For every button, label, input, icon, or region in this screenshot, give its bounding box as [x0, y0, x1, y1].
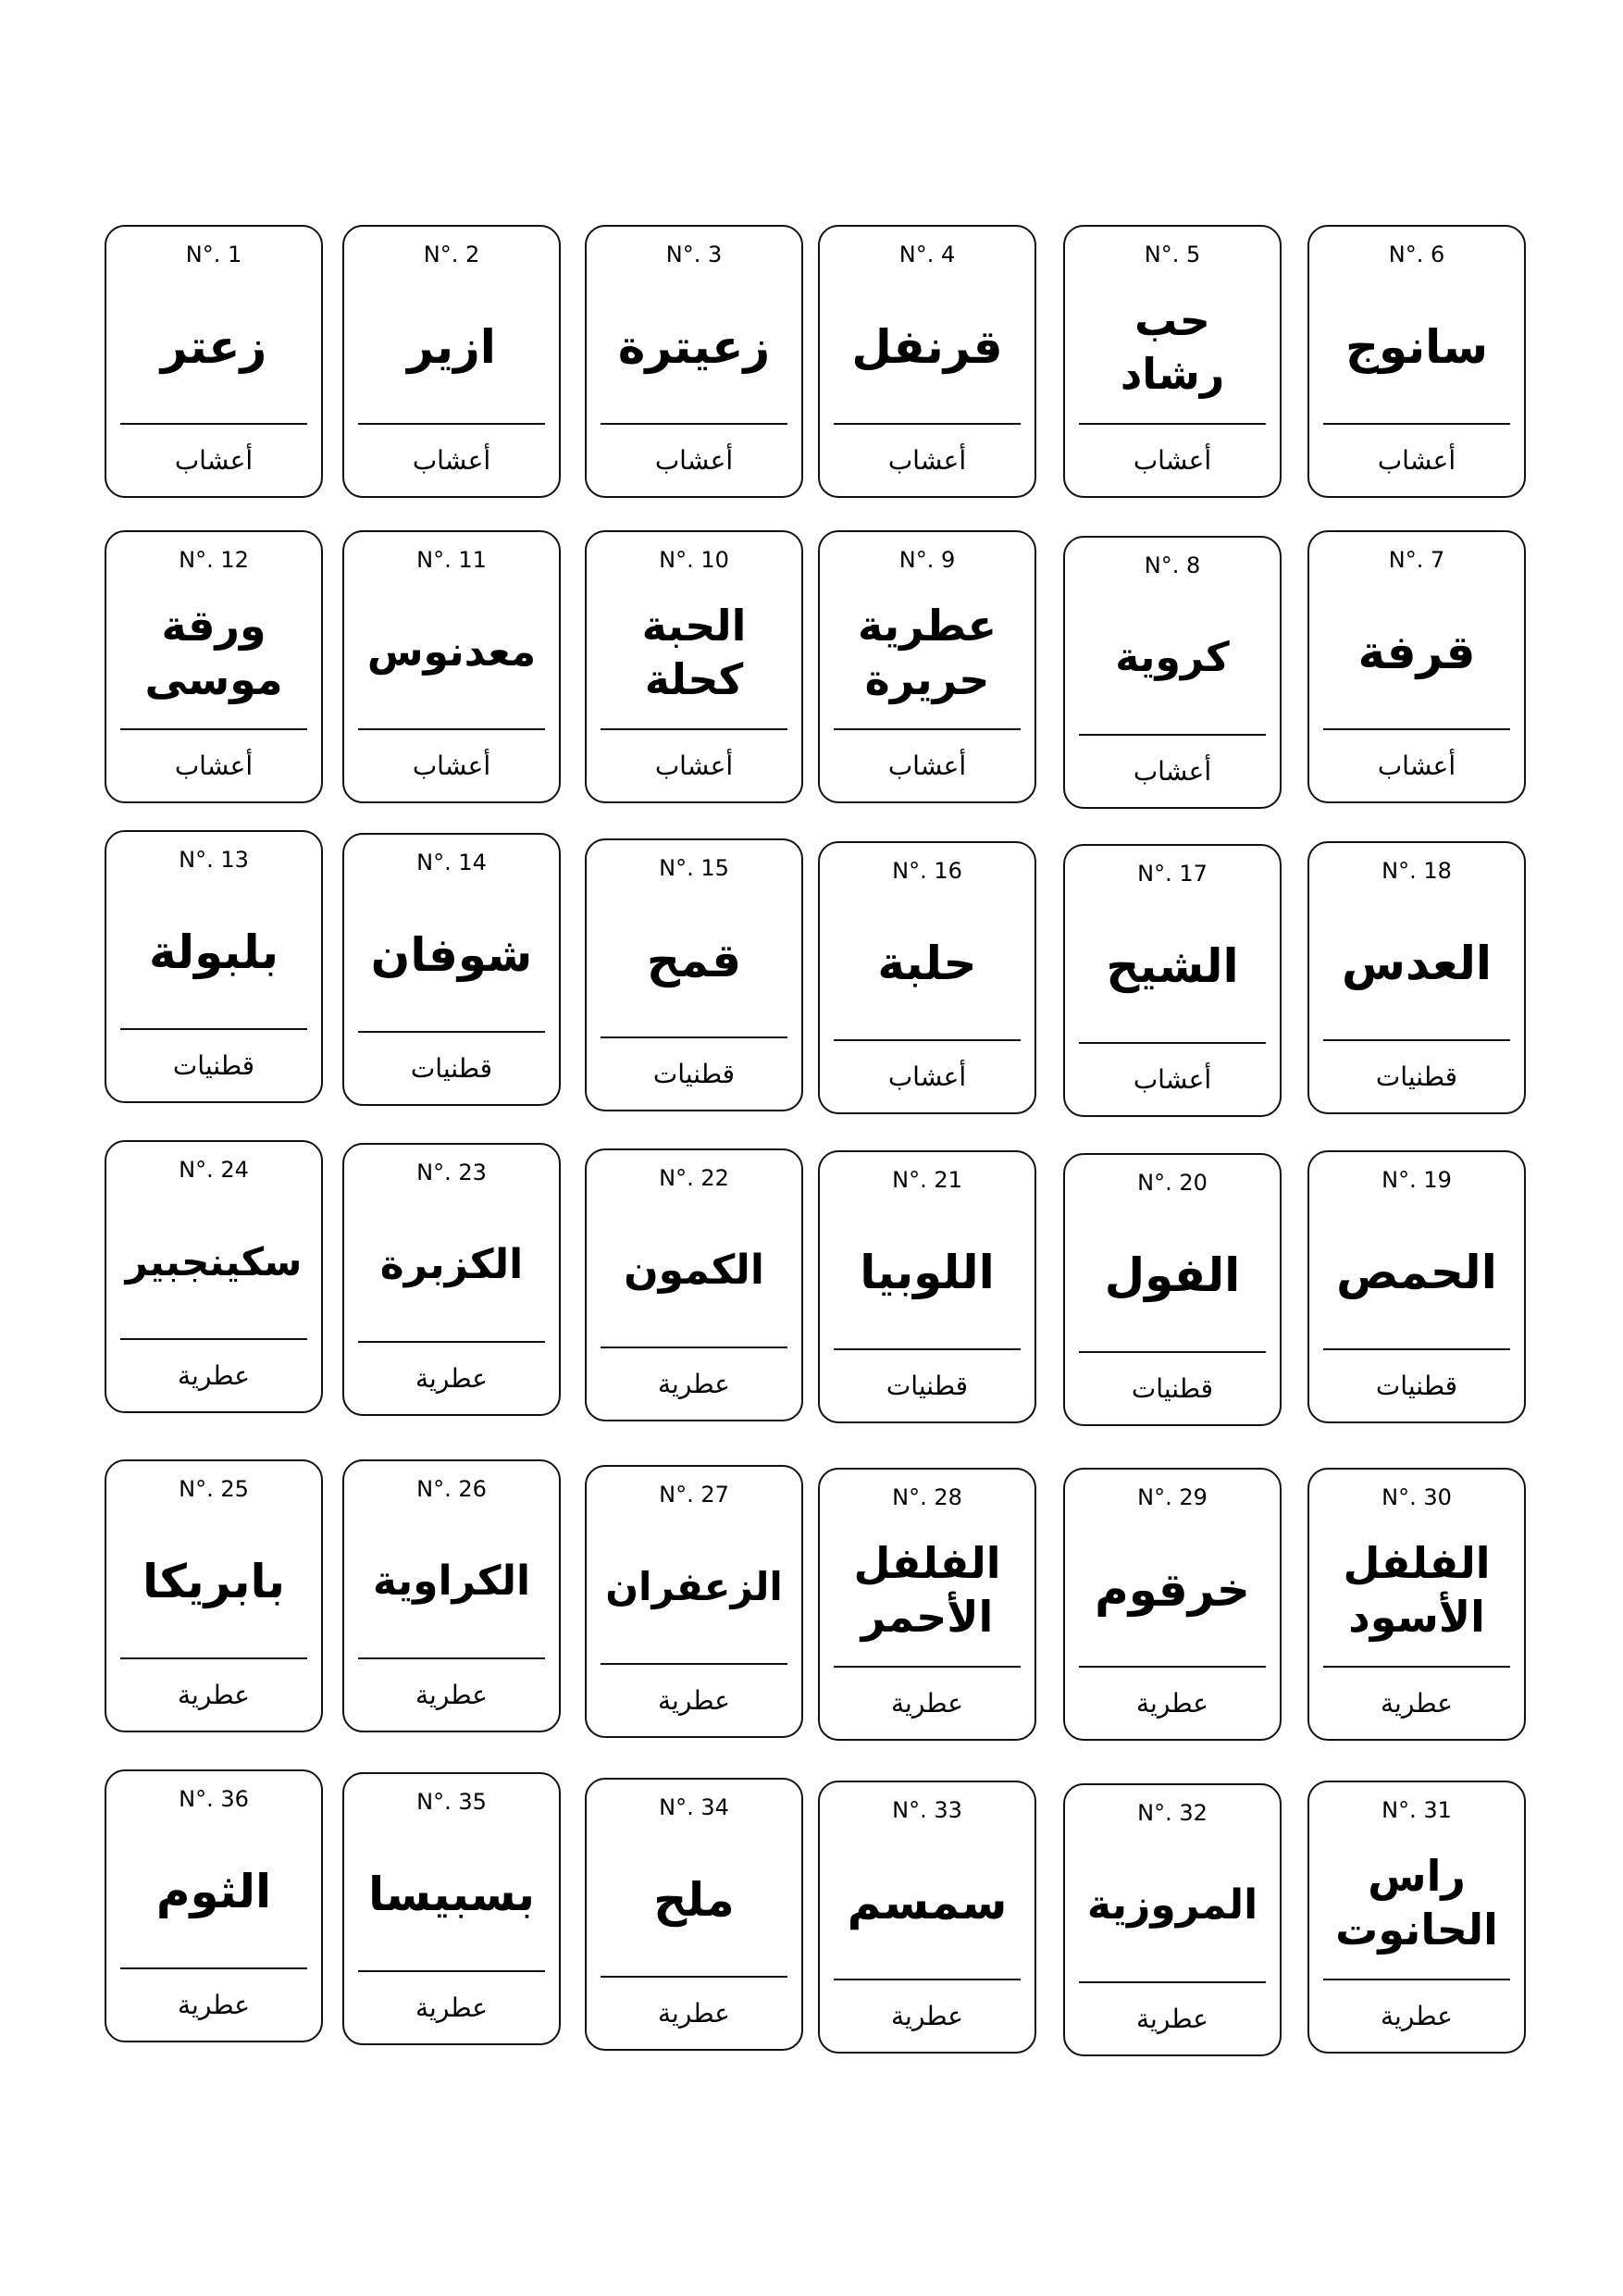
label-number: N°. 36	[179, 1786, 249, 1812]
label-number: N°. 15	[659, 855, 729, 881]
label-number: N°. 12	[179, 547, 249, 573]
label-category: قطنيات	[172, 1050, 255, 1081]
label-category: عطرية	[178, 1990, 250, 2020]
label-number: N°. 16	[892, 858, 962, 884]
label-divider	[120, 1657, 307, 1659]
label-divider	[834, 423, 1021, 425]
label-card	[1307, 1781, 1526, 2054]
label-name: خرقوم	[1095, 1563, 1250, 1617]
label-number: N°. 33	[892, 1797, 962, 1823]
label-card	[342, 1143, 561, 1416]
label-number: N°. 27	[659, 1482, 729, 1508]
label-number: N°. 7	[1388, 547, 1445, 573]
label-name: قمح	[646, 934, 742, 987]
label-divider	[1079, 1351, 1266, 1353]
label-name: سمسم	[847, 1876, 1008, 1930]
label-name: بابريكا	[142, 1555, 286, 1608]
label-name: معدنوس	[366, 628, 537, 676]
label-name: الحمص	[1336, 1246, 1497, 1299]
label-category: أعشاب	[1133, 1064, 1212, 1095]
label-category: عطرية	[891, 2001, 963, 2031]
label-name: الفلفل الأحمر	[853, 1538, 1001, 1642]
label-divider	[120, 1967, 307, 1969]
label-name: شوفان	[370, 928, 533, 982]
label-divider	[601, 1976, 787, 1978]
label-card	[1063, 536, 1282, 809]
label-number: N°. 11	[416, 547, 487, 573]
label-category: عطرية	[178, 1680, 250, 1710]
label-card	[585, 225, 803, 498]
label-category: أعشاب	[1377, 751, 1456, 781]
label-category: أعشاب	[1377, 445, 1456, 476]
label-number: N°. 23	[416, 1160, 487, 1185]
label-card	[818, 1468, 1036, 1741]
label-divider	[834, 1039, 1021, 1041]
label-number: N°. 28	[892, 1484, 962, 1510]
label-category: عطرية	[415, 1363, 488, 1394]
label-number: N°. 18	[1381, 858, 1452, 884]
label-category: عطرية	[658, 1369, 730, 1399]
label-name: سكينجبير	[125, 1239, 303, 1285]
label-name: الشيح	[1106, 939, 1239, 993]
label-name: الزعفران	[605, 1564, 783, 1609]
label-name: حلبة	[877, 937, 977, 990]
label-category: عطرية	[658, 1685, 730, 1716]
label-number: N°. 3	[665, 242, 723, 267]
label-number: N°. 14	[416, 850, 487, 875]
label-category: عطرية	[1381, 2001, 1453, 2031]
label-divider	[601, 1036, 787, 1038]
label-number: N°. 8	[1144, 552, 1201, 578]
label-divider	[120, 1028, 307, 1030]
label-name: اللوبيا	[860, 1246, 995, 1299]
label-divider	[120, 1338, 307, 1340]
label-divider	[601, 1347, 787, 1348]
label-divider	[358, 728, 545, 730]
label-category: عطرية	[1381, 1688, 1453, 1719]
label-number: N°. 19	[1381, 1167, 1452, 1193]
label-name: راس الحانوت	[1335, 1851, 1498, 1955]
label-card	[342, 833, 561, 1106]
label-number: N°. 13	[179, 847, 249, 873]
label-name: قرنفل	[851, 320, 1003, 374]
label-card	[342, 1772, 561, 2045]
label-card	[105, 1140, 323, 1413]
label-category: عطرية	[178, 1360, 250, 1391]
label-category: عطرية	[1136, 2004, 1208, 2034]
label-card	[1063, 1468, 1282, 1741]
label-card	[1307, 841, 1526, 1114]
label-category: عطرية	[415, 1680, 488, 1710]
label-category: عطرية	[891, 1688, 963, 1719]
label-category: أعشاب	[1133, 445, 1212, 476]
label-card	[1307, 225, 1526, 498]
label-category: أعشاب	[1133, 756, 1212, 787]
label-divider	[1079, 423, 1266, 425]
label-name: العدس	[1342, 937, 1493, 990]
label-category: قطنيات	[652, 1059, 736, 1089]
label-number: N°. 25	[179, 1476, 249, 1502]
label-category: قطنيات	[886, 1371, 969, 1401]
label-divider	[358, 423, 545, 425]
label-divider	[358, 1657, 545, 1659]
label-name: ملح	[653, 1873, 735, 1927]
label-divider	[834, 728, 1021, 730]
label-card	[818, 1150, 1036, 1423]
label-divider	[834, 1666, 1021, 1668]
label-card	[105, 830, 323, 1103]
label-divider	[601, 1663, 787, 1665]
label-card	[105, 1459, 323, 1732]
label-category: أعشاب	[887, 1061, 967, 1092]
label-divider	[1323, 1979, 1510, 1980]
label-divider	[1323, 728, 1510, 730]
label-category: أعشاب	[174, 751, 254, 781]
label-category: قطنيات	[1131, 1373, 1214, 1404]
label-card	[585, 838, 803, 1111]
label-category: قطنيات	[1375, 1061, 1458, 1092]
label-number: N°. 26	[416, 1476, 487, 1502]
label-divider	[601, 728, 787, 730]
label-card	[342, 225, 561, 498]
label-name: زعيترة	[617, 320, 771, 374]
label-number: N°. 10	[659, 547, 729, 573]
label-card	[1307, 530, 1526, 803]
label-card	[105, 1769, 323, 2042]
label-divider	[834, 1348, 1021, 1350]
label-category: أعشاب	[887, 751, 967, 781]
label-name: الكمون	[624, 1247, 764, 1294]
label-number: N°. 1	[185, 242, 242, 267]
label-divider	[358, 1341, 545, 1343]
label-divider	[1079, 734, 1266, 736]
label-number: N°. 6	[1388, 242, 1445, 267]
label-category: أعشاب	[174, 445, 254, 476]
label-number: N°. 22	[659, 1165, 729, 1191]
label-number: N°. 31	[1381, 1797, 1452, 1823]
label-category: عطرية	[1136, 1688, 1208, 1719]
label-name: الكراوية	[372, 1558, 531, 1605]
label-category: عطرية	[658, 1998, 730, 2029]
label-number: N°. 29	[1137, 1484, 1208, 1510]
label-card	[1063, 225, 1282, 498]
label-card	[585, 1778, 803, 2051]
label-card	[818, 530, 1036, 803]
label-number: N°. 21	[892, 1167, 962, 1193]
label-card	[585, 1465, 803, 1738]
label-card	[342, 530, 561, 803]
label-name: بلبولة	[148, 925, 279, 979]
label-divider	[1079, 1666, 1266, 1668]
label-category: عطرية	[415, 1992, 488, 2023]
label-name: عطرية حريرة	[857, 601, 997, 704]
label-divider	[1323, 1348, 1510, 1350]
label-category: أعشاب	[654, 751, 734, 781]
label-name: ازير	[407, 320, 496, 374]
label-number: N°. 2	[423, 242, 480, 267]
label-name: زعتر	[160, 320, 267, 374]
label-card	[1063, 1783, 1282, 2056]
label-name: المروزية	[1086, 1881, 1258, 1929]
label-name: الثوم	[155, 1865, 272, 1918]
label-card	[1063, 1153, 1282, 1426]
label-divider	[358, 1970, 545, 1972]
label-number: N°. 4	[898, 242, 956, 267]
label-number: N°. 9	[898, 547, 956, 573]
label-divider	[358, 1031, 545, 1033]
label-name: بسبيسا	[367, 1868, 536, 1921]
label-card	[105, 530, 323, 803]
label-number: N°. 24	[179, 1157, 249, 1183]
label-number: N°. 30	[1381, 1484, 1452, 1510]
label-category: أعشاب	[412, 751, 491, 781]
label-divider	[1323, 1666, 1510, 1668]
label-number: N°. 32	[1137, 1800, 1208, 1826]
label-card	[818, 225, 1036, 498]
label-number: N°. 34	[659, 1794, 729, 1820]
label-divider	[601, 423, 787, 425]
label-divider	[1079, 1042, 1266, 1044]
label-category: قطنيات	[1375, 1371, 1458, 1401]
label-card	[342, 1459, 561, 1732]
label-divider	[1323, 1039, 1510, 1041]
label-category: أعشاب	[412, 445, 491, 476]
label-card	[585, 1148, 803, 1421]
label-card	[818, 841, 1036, 1114]
label-card	[1307, 1150, 1526, 1423]
label-category: أعشاب	[887, 445, 967, 476]
label-category: قطنيات	[410, 1053, 493, 1084]
label-divider	[120, 728, 307, 730]
label-number: N°. 17	[1137, 861, 1208, 887]
label-name: كروية	[1115, 634, 1230, 681]
label-divider	[1079, 1981, 1266, 1983]
label-card	[585, 530, 803, 803]
label-divider	[1323, 423, 1510, 425]
label-name: ورقة موسى	[144, 601, 283, 704]
label-category: أعشاب	[654, 445, 734, 476]
label-card	[1063, 844, 1282, 1117]
label-name: سانوج	[1344, 320, 1489, 374]
label-card	[1307, 1468, 1526, 1741]
label-number: N°. 35	[416, 1789, 487, 1815]
label-name: قرفة	[1357, 626, 1476, 679]
label-number: N°. 5	[1144, 242, 1201, 267]
label-name: الفول	[1104, 1248, 1241, 1302]
label-card	[105, 225, 323, 498]
label-name: حب رشاد	[1120, 295, 1225, 399]
label-name: الحبة كحلة	[641, 601, 747, 704]
label-number: N°. 20	[1137, 1170, 1208, 1196]
label-name: الفلفل الأسود	[1343, 1538, 1491, 1642]
label-card	[818, 1781, 1036, 2054]
label-divider	[120, 423, 307, 425]
label-name: الكزبرة	[379, 1241, 524, 1288]
label-divider	[834, 1979, 1021, 1980]
